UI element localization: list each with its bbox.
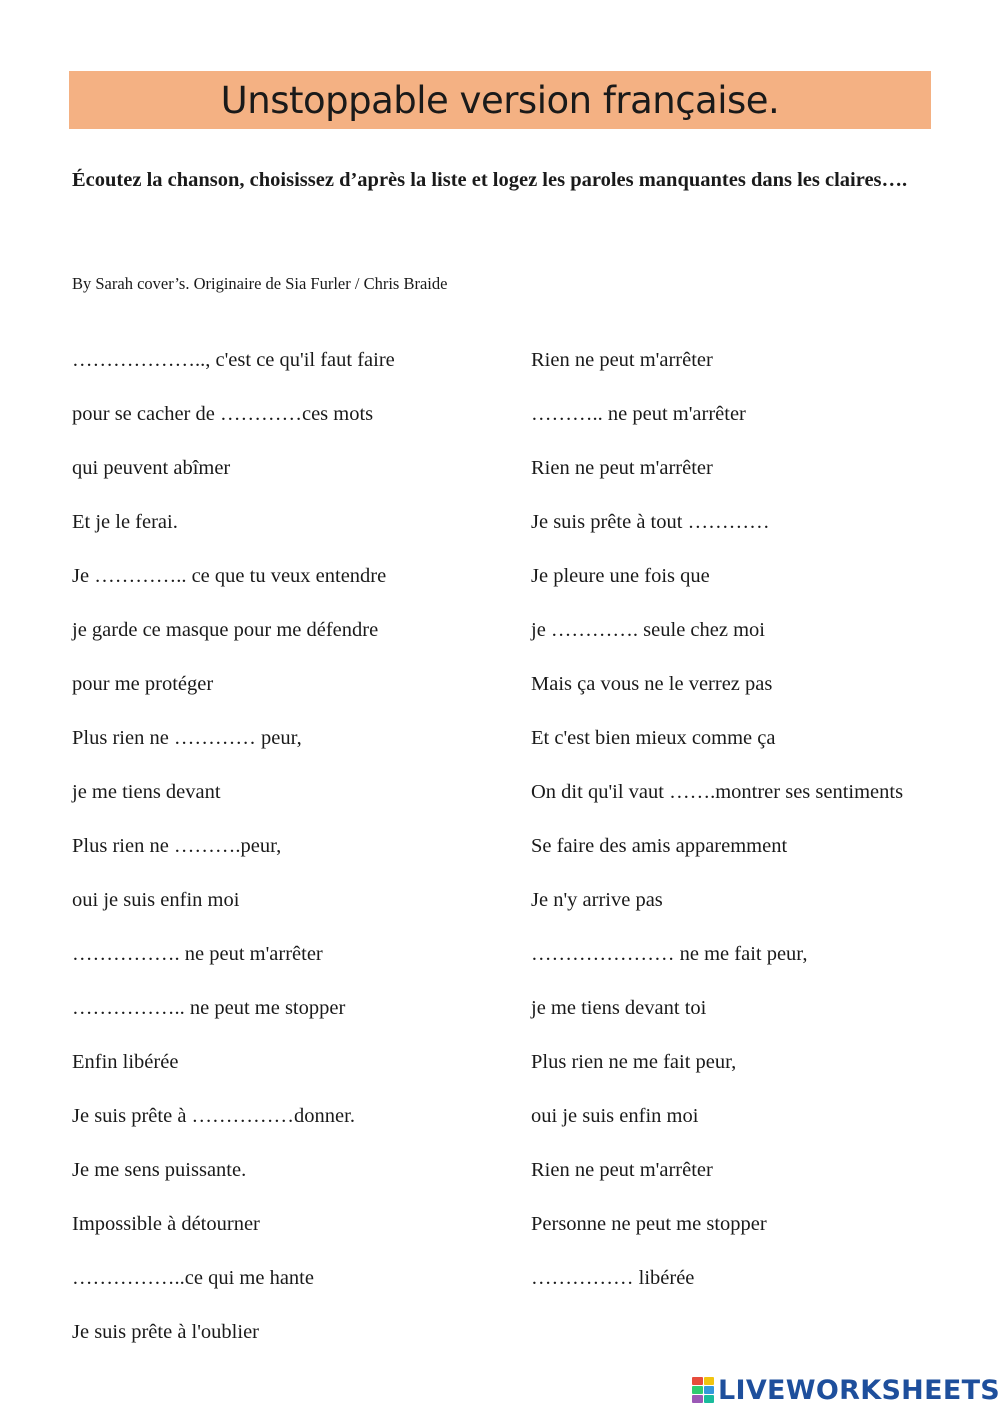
lyric-line: Plus rien ne me fait peur, (531, 1051, 737, 1073)
lyric-line: ……………..ce qui me hante (72, 1267, 314, 1289)
lyric-line: Et je le ferai. (72, 511, 178, 533)
lyric-line: oui je suis enfin moi (531, 1105, 699, 1127)
credits: By Sarah cover’s. Originaire de Sia Furler / Chris Braide (72, 274, 448, 293)
liveworksheets-logo[interactable] (692, 1374, 1000, 1406)
lyric-line: oui je suis enfin moi (72, 889, 240, 911)
lyric-line: Rien ne peut m'arrêter (531, 1159, 713, 1181)
lyric-line: …………….. ne peut me stopper (72, 997, 346, 1019)
lyrics-right-column (531, 340, 931, 1312)
page-title: Unstoppable version française. (220, 78, 780, 122)
lyric-line: ……….. ne peut m'arrêter (531, 403, 746, 425)
lyric-line: pour se cacher de …………ces mots (72, 403, 374, 425)
lyric-line: pour me protéger (72, 673, 214, 695)
lyric-line: Impossible à détourner (72, 1213, 260, 1235)
liveworksheets-logo-icon (692, 1377, 714, 1403)
lyric-line: Je ………….. ce que tu veux entendre (72, 565, 387, 587)
lyric-line: je garde ce masque pour me défendre (72, 619, 379, 641)
lyric-line: Et c'est bien mieux comme ça (531, 727, 776, 749)
lyric-line: Je n'y arrive pas (531, 889, 663, 911)
lyric-line: Personne ne peut me stopper (531, 1213, 767, 1235)
lyric-line: …………… libérée (531, 1267, 695, 1289)
lyric-line: Rien ne peut m'arrêter (531, 457, 713, 479)
lyric-line: Enfin libérée (72, 1051, 179, 1073)
instructions: Écoutez la chanson, choisissez d’après la liste et logez les paroles manquantes dans les claires…. (72, 169, 908, 191)
lyric-line: Je suis prête à tout ………… (531, 511, 770, 533)
title-banner (69, 71, 931, 129)
lyric-line: On dit qu'il vaut …….montrer ses sentiments (531, 781, 904, 803)
lyric-line: Plus rien ne ……….peur, (72, 835, 282, 857)
lyric-line: Je pleure une fois que (531, 565, 710, 587)
lyric-line: ……………….., c'est ce qu'il faut faire (72, 349, 395, 371)
lyric-line: Je suis prête à l'oublier (72, 1321, 260, 1343)
lyrics-left-column (72, 340, 512, 1366)
lyric-line: je …………. seule chez moi (531, 619, 765, 641)
lyric-line: Je suis prête à ……………donner. (72, 1105, 355, 1127)
lyric-line: ………………… ne me fait peur, (531, 943, 808, 965)
logo-text: LIVEWORKSHEETS (718, 1374, 1000, 1406)
lyric-line: je me tiens devant toi (531, 997, 707, 1019)
lyric-line: qui peuvent abîmer (72, 457, 231, 479)
lyric-line: Rien ne peut m'arrêter (531, 349, 713, 371)
lyric-line: Mais ça vous ne le verrez pas (531, 673, 773, 695)
lyric-line: Plus rien ne ………… peur, (72, 727, 302, 749)
lyric-line: ……………. ne peut m'arrêter (72, 943, 323, 965)
lyric-line: Se faire des amis apparemment (531, 835, 788, 857)
lyric-line: je me tiens devant (72, 781, 221, 803)
lyric-line: Je me sens puissante. (72, 1159, 247, 1181)
